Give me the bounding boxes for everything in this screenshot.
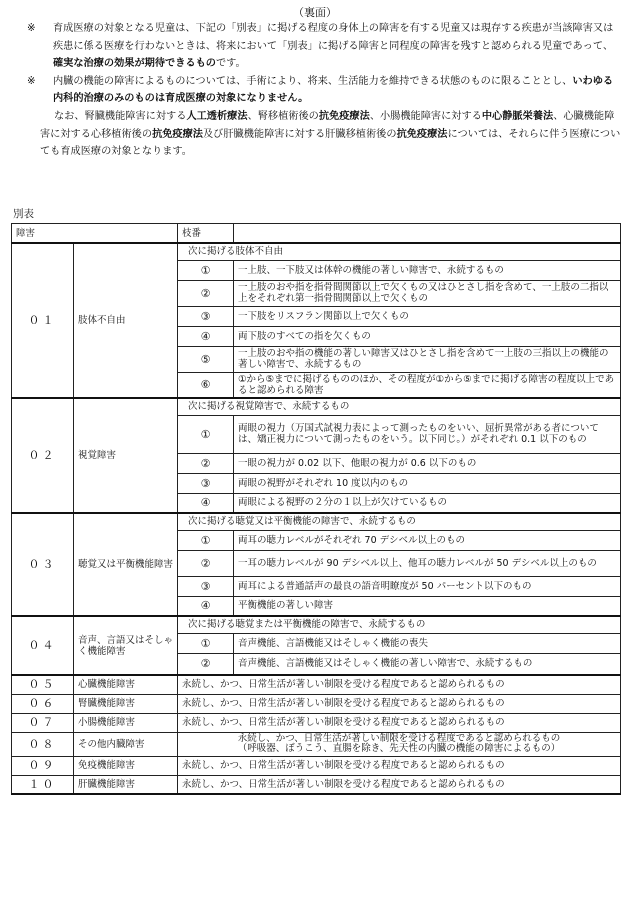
item-text: 両眼の視力（万国式試視力表によって測ったものをいい、屈折異常がある者については、矯正視力について測ったものをいう。以下同じ。）がそれぞれ 0.1 以下のもの xyxy=(234,415,621,453)
item-number: ④ xyxy=(178,596,234,616)
note-1-text xyxy=(53,23,613,69)
text-run: 及び肝臓機能障害に対する肝臓移植術後の xyxy=(203,128,397,140)
item-text: 両耳の聴力レベルがそれぞれ 70 デシベル以上のもの xyxy=(234,530,621,550)
row-text: 永続し、かつ、日常生活が著しい制限を受ける程度であると認められるもの xyxy=(178,713,621,732)
row-name: その他内臓障害 xyxy=(74,732,178,756)
table-row xyxy=(12,675,621,694)
row-number: １０ xyxy=(12,775,74,794)
item-text: 一眼の視力が 0.02 以下、他眼の視力が 0.6 以下のもの xyxy=(234,453,621,473)
item-number: ② xyxy=(178,453,234,473)
text-run: 内臓の機能の障害によるものについては、手術により、将来、生活能力を維持できる状態のものに限ることとし、 xyxy=(53,75,573,87)
item-number: ② xyxy=(178,653,234,675)
table-row xyxy=(12,756,621,775)
item-text: 一上肢のおや指の機能の著しい障害又はひとさし指を含めて一上肢の三指以上の機能の著しい障害で、永続するもの xyxy=(234,346,621,372)
text-run: 、小腸機能障害に対する xyxy=(369,110,482,122)
group-number: ０４ xyxy=(12,616,74,675)
text-run: については、それらに伴う医療についても育成医療の対象となります。 xyxy=(40,128,621,158)
row-text: 永続し、かつ、日常生活が著しい制限を受ける程度であると認められるもの xyxy=(178,775,621,794)
row-name: 心臓機能障害 xyxy=(74,675,178,694)
item-text: ①から⑤までに掲げるもののほか、その程度が①から⑤までに掲げる障害の程度以上であると認められる障害 xyxy=(234,372,621,398)
table-header-row xyxy=(12,224,621,244)
group-name: 視覚障害 xyxy=(74,398,178,513)
text-run: いわゆる内科的治療のみのものは育成医療の対象になりません。 xyxy=(53,75,614,105)
text-run: 中心静脈栄養法 xyxy=(481,110,554,122)
item-number: ④ xyxy=(178,326,234,346)
item-number: ③ xyxy=(178,306,234,326)
text-run: 、腎移植術後の xyxy=(247,110,319,122)
note-2-mark: ※ xyxy=(27,75,36,87)
row-number: ０５ xyxy=(12,675,74,694)
group-intro: 次に掲げる聴覚または平衡機能の障害で、永続するもの xyxy=(178,616,621,633)
group-intro: 次に掲げる視覚障害で、永続するもの xyxy=(178,398,621,415)
header-blank xyxy=(234,224,621,244)
note-2 xyxy=(14,73,622,108)
text-run: 、心臓機能障害に対する心移植術後の xyxy=(40,110,615,140)
note-2-text xyxy=(53,76,613,105)
note-1 xyxy=(14,20,622,73)
row-name: 小腸機能障害 xyxy=(74,713,178,732)
header-edaban: 枝番 xyxy=(178,224,234,244)
disability-table xyxy=(11,223,621,795)
item-text: 一下肢をリスフラン関節以上で欠くもの xyxy=(234,306,621,326)
item-number: ⑥ xyxy=(178,372,234,398)
table-row xyxy=(12,713,621,732)
item-number: ③ xyxy=(178,473,234,493)
table-row xyxy=(12,694,621,713)
item-number: ③ xyxy=(178,576,234,596)
row-number: ０７ xyxy=(12,713,74,732)
group-name: 肢体不自由 xyxy=(74,243,178,398)
item-text: 一上肢のおや指を指骨間関節以上で欠くもの又はひとさし指を含めて、一上肢の二指以上をそれぞれ第一指骨間関節以上で欠くもの xyxy=(234,280,621,306)
group-intro: 次に掲げる聴覚又は平衡機能の障害で、永続するもの xyxy=(178,513,621,530)
item-text: 一耳の聴力レベルが 90 デシベル以上、他耳の聴力レベルが 50 デシベル以上のもの xyxy=(234,550,621,576)
text-run: です。 xyxy=(216,58,246,70)
group-intro: 次に掲げる肢体不自由 xyxy=(178,243,621,260)
text-run: なお、腎臓機能障害に対する xyxy=(54,110,187,122)
row-name: 腎臓機能障害 xyxy=(74,694,178,713)
row-number: ０６ xyxy=(12,694,74,713)
table-row xyxy=(12,775,621,794)
item-text: 両耳による普通話声の最良の語音明瞭度が 50 パーセント以下のもの xyxy=(234,576,621,596)
table-row xyxy=(12,732,621,756)
appendix-label: 別表 xyxy=(13,208,34,220)
item-number: ④ xyxy=(178,493,234,513)
row-number: ０８ xyxy=(12,732,74,756)
item-text: 一上肢、一下肢又は体幹の機能の著しい障害で、永続するもの xyxy=(234,260,621,280)
group-number: ０１ xyxy=(12,243,74,398)
text-run: 人工透析療法 xyxy=(186,110,248,122)
notes-section xyxy=(14,20,622,161)
group-number: ０２ xyxy=(12,398,74,513)
header-shogai: 障害 xyxy=(12,224,178,244)
note-paragraph-text xyxy=(40,111,620,157)
group-intro-row xyxy=(12,513,621,530)
item-number: ① xyxy=(178,530,234,550)
note-paragraph xyxy=(14,108,622,161)
item-number: ① xyxy=(178,633,234,653)
text-run: 抗免疫療法 xyxy=(396,128,448,140)
group-intro-row xyxy=(12,616,621,633)
row-text: 永続し、かつ、日常生活が著しい制限を受ける程度であると認められるもの xyxy=(178,675,621,694)
text-run: 育成医療の対象となる児童は、下記の「別表」に掲げる程度の身体上の障害を有する児童又は現存する疾患が当該障害又は疾患に係る医療を行わないときは、将来において「別表」に掲げる障害と同程度の障害を残すと認められる児童であって、 xyxy=(53,23,614,52)
item-text: 両下肢のすべての指を欠くもの xyxy=(234,326,621,346)
group-name: 音声、言語又はそしゃく機能障害 xyxy=(74,616,178,675)
group-intro-row xyxy=(12,398,621,415)
item-number: ① xyxy=(178,415,234,453)
item-text: 両眼による視野の２分の１以上が欠けているもの xyxy=(234,493,621,513)
row-text: 永続し、かつ、日常生活が著しい制限を受ける程度であると認められるもの （呼吸器、ぼうこう、直腸を除き、先天性の内臓の機能の障害によるもの） xyxy=(178,732,621,756)
item-number: ② xyxy=(178,280,234,306)
item-text: 音声機能、言語機能又はそしゃく機能の喪失 xyxy=(234,633,621,653)
item-number: ① xyxy=(178,260,234,280)
row-name: 肝臓機能障害 xyxy=(74,775,178,794)
row-number: ０９ xyxy=(12,756,74,775)
group-name: 聴覚又は平衡機能障害 xyxy=(74,513,178,616)
row-name: 免疫機能障害 xyxy=(74,756,178,775)
page-heading: （裏面） xyxy=(293,6,337,19)
row-text: 永続し、かつ、日常生活が著しい制限を受ける程度であると認められるもの xyxy=(178,694,621,713)
item-number: ② xyxy=(178,550,234,576)
text-run: 確実な治療の効果が期待できるもの xyxy=(53,58,216,70)
group-intro-row xyxy=(12,243,621,260)
item-text: 音声機能、言語機能又はそしゃく機能の著しい障害で、永続するもの xyxy=(234,653,621,675)
text-run: 抗免疫療法 xyxy=(318,110,370,122)
item-text: 両眼の視野がそれぞれ 10 度以内のもの xyxy=(234,473,621,493)
item-text: 平衡機能の著しい障害 xyxy=(234,596,621,616)
group-number: ０３ xyxy=(12,513,74,616)
table-body xyxy=(12,243,621,794)
row-text: 永続し、かつ、日常生活が著しい制限を受ける程度であると認められるもの xyxy=(178,756,621,775)
note-1-mark: ※ xyxy=(27,23,36,34)
text-run: 抗免疫療法 xyxy=(152,128,203,140)
item-number: ⑤ xyxy=(178,346,234,372)
